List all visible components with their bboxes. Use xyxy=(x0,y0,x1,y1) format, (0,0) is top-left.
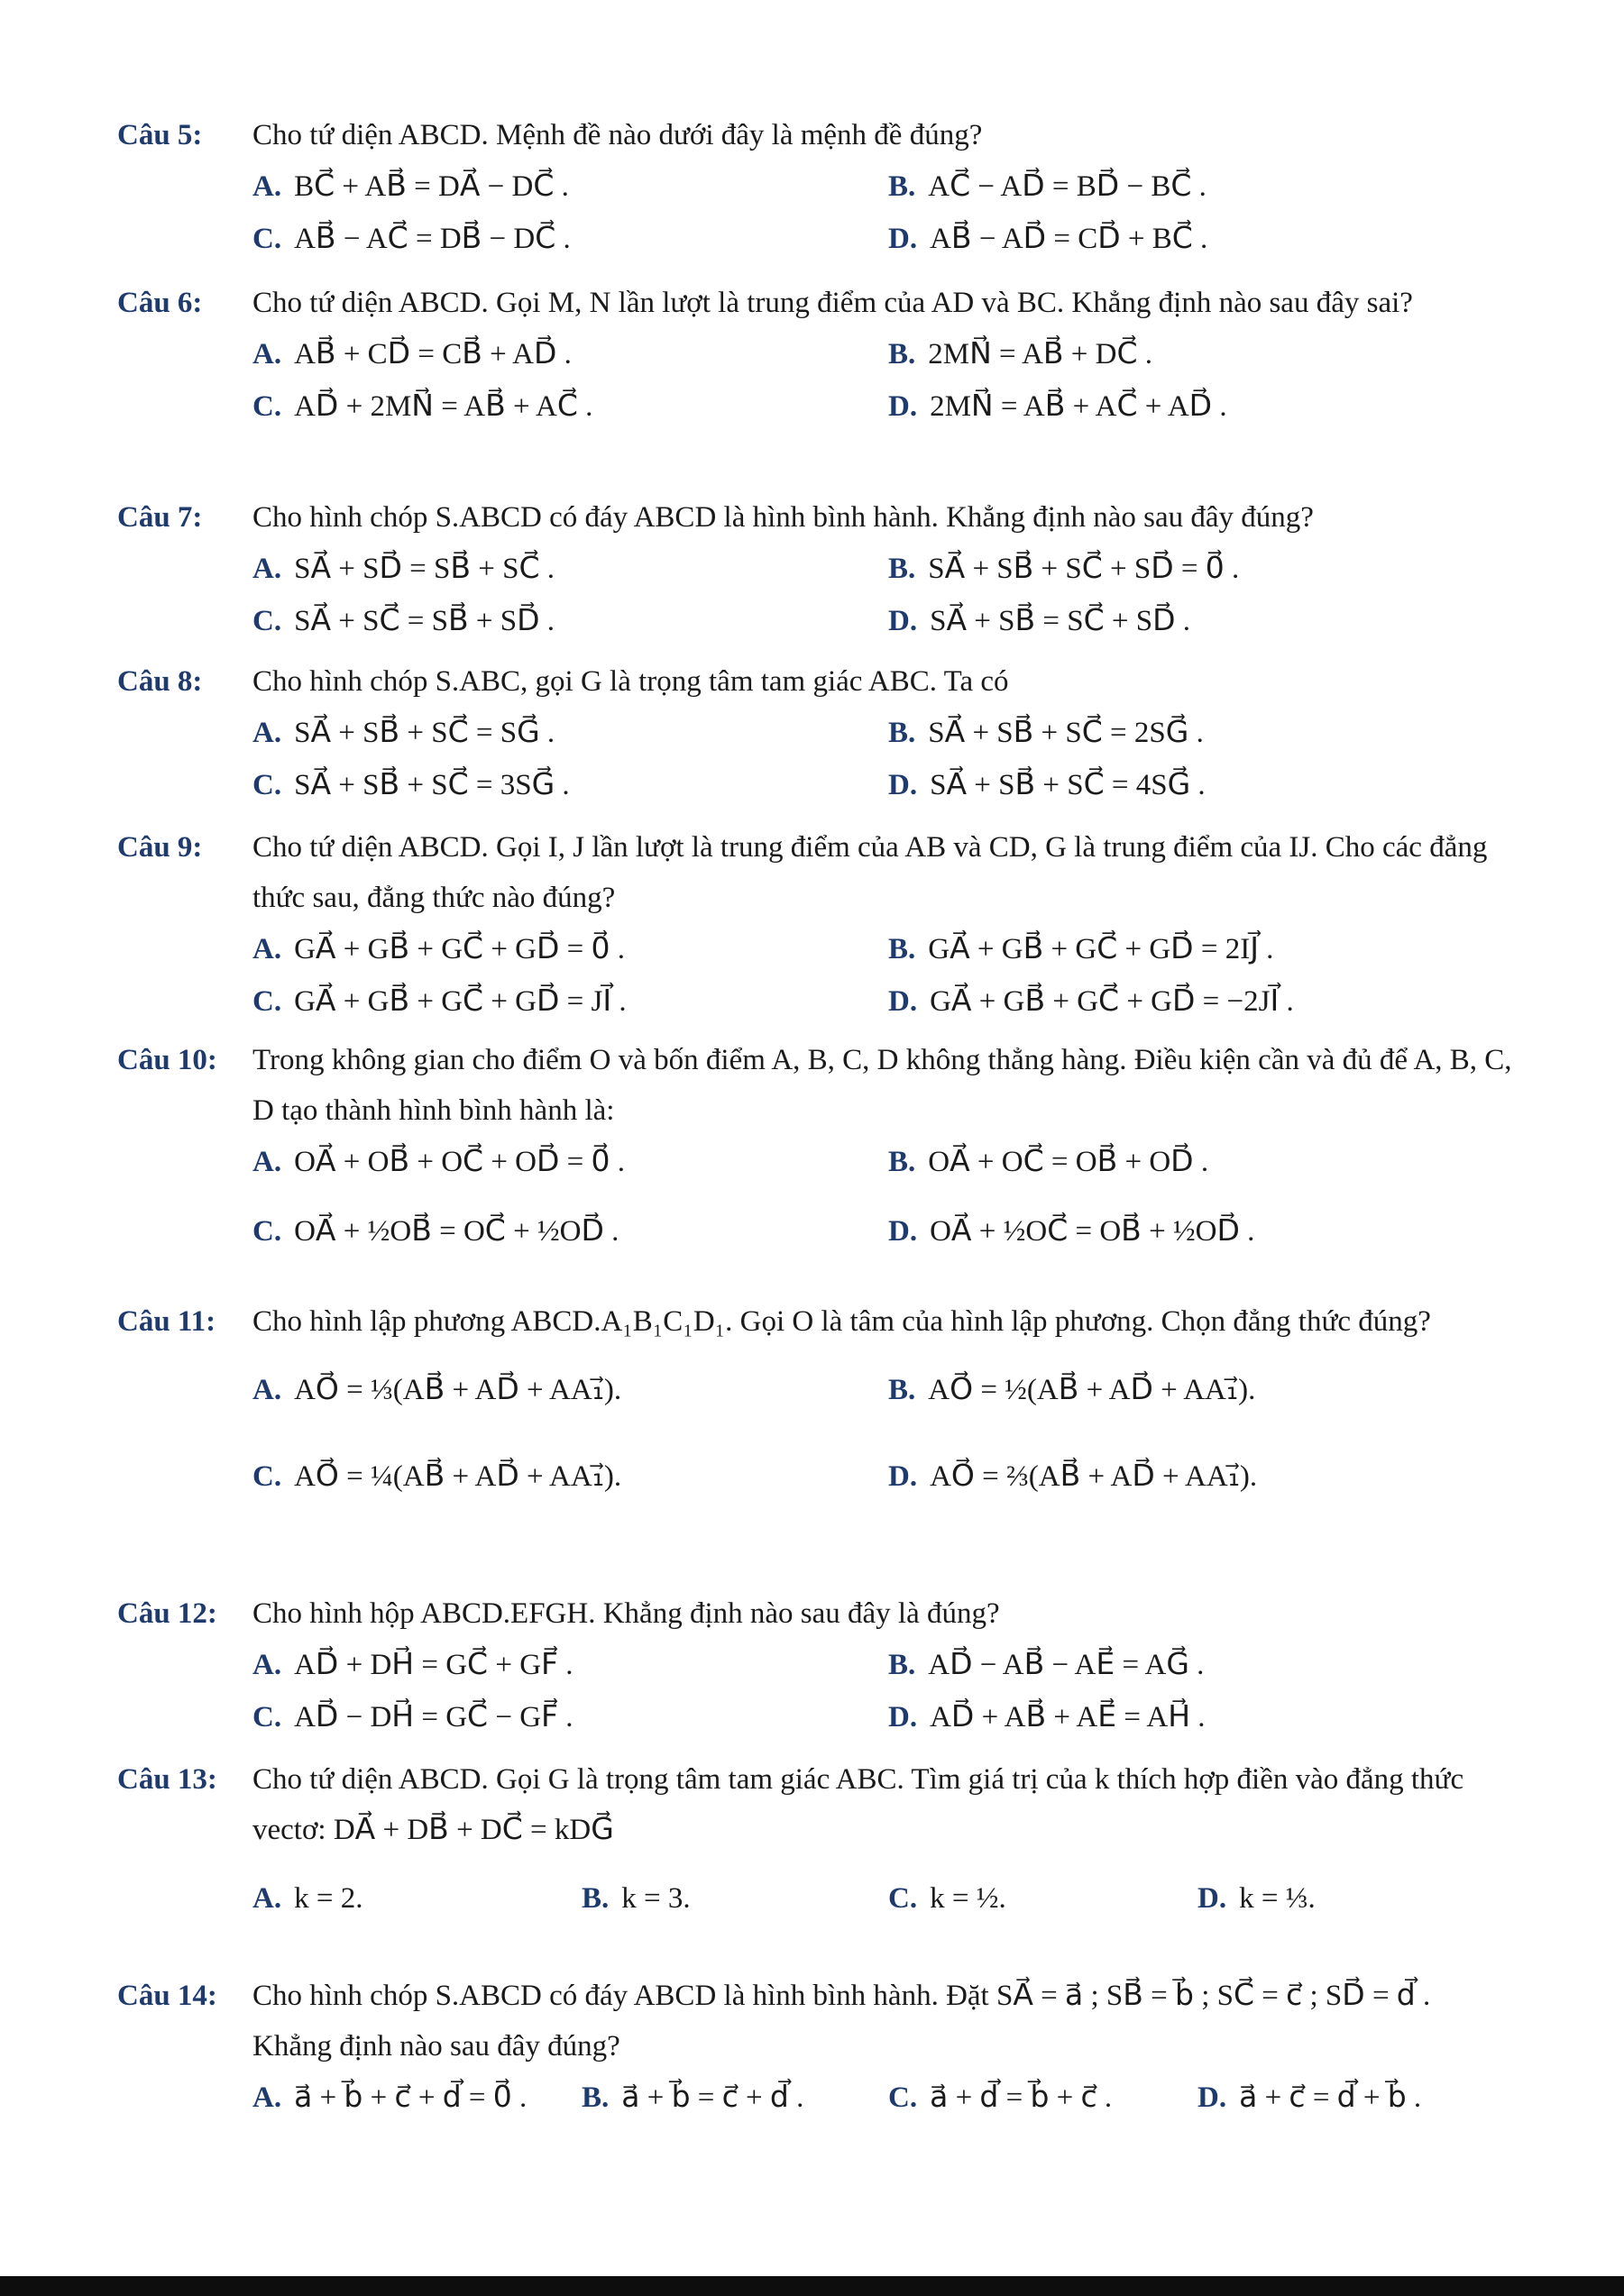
option-letter: D. xyxy=(888,1701,918,1733)
option-d[interactable] xyxy=(888,1433,1257,1520)
option-a[interactable] xyxy=(252,1136,625,1188)
option-letter: D. xyxy=(888,985,918,1018)
option-letter: D. xyxy=(1197,2081,1227,2114)
option-letter: A. xyxy=(252,933,282,965)
option-text: AD⃗ − DH⃗ = GC⃗ − GF⃗ . xyxy=(294,1701,573,1733)
option-letter: B. xyxy=(888,1649,916,1681)
option-text: AD⃗ − AB⃗ − AE⃗ = AG⃗ . xyxy=(928,1649,1205,1681)
option-letter: A. xyxy=(252,717,282,749)
page-bottom-bar xyxy=(0,2276,1624,2296)
option-text: k = 3. xyxy=(621,1882,691,1915)
option-text: k = 2. xyxy=(294,1882,363,1915)
question-label: Câu 8: xyxy=(117,665,203,698)
option-b[interactable] xyxy=(888,328,1152,380)
option-text: a⃗ + c⃗ = d⃗ + b⃗ . xyxy=(1239,2081,1422,2114)
question-text: Cho hình chóp S.ABCD có đáy ABCD là hình bình hành. Khẳng định nào sau đây đúng? xyxy=(252,501,1314,534)
option-letter: A. xyxy=(252,1649,282,1681)
question-label: Câu 11: xyxy=(117,1305,216,1338)
option-letter: A. xyxy=(252,2081,282,2114)
question-text: Cho tứ diện ABCD. Mệnh đề nào dưới đây là mệnh đề đúng? xyxy=(252,119,983,151)
option-letter: A. xyxy=(252,1374,282,1406)
option-c[interactable] xyxy=(252,595,555,647)
option-text: AC⃗ − AD⃗ = BD⃗ − BC⃗ . xyxy=(928,170,1207,203)
question-9 xyxy=(117,822,1515,1028)
option-letter: D. xyxy=(1197,1882,1227,1915)
option-b[interactable] xyxy=(888,1347,1255,1433)
option-text: AD⃗ + DH⃗ = GC⃗ + GF⃗ . xyxy=(294,1649,573,1681)
option-letter: B. xyxy=(888,338,916,370)
question-6 xyxy=(117,278,1515,433)
option-text: k = ⅓. xyxy=(1239,1882,1316,1915)
option-a[interactable] xyxy=(252,1347,621,1433)
option-text: AB⃗ − AC⃗ = DB⃗ − DC⃗ . xyxy=(294,223,571,255)
option-letter: B. xyxy=(888,1146,916,1178)
option-letter: D. xyxy=(888,390,918,423)
option-text: GA⃗ + GB⃗ + GC⃗ + GD⃗ = 0⃗ . xyxy=(294,933,626,965)
question-12 xyxy=(117,1588,1515,1743)
option-a[interactable] xyxy=(252,1855,362,1942)
option-text: 2MN⃗ = AB⃗ + AC⃗ + AD⃗ . xyxy=(930,390,1227,423)
option-letter: D. xyxy=(888,605,918,637)
option-text: AB⃗ − AD⃗ = CD⃗ + BC⃗ . xyxy=(930,223,1208,255)
option-d[interactable] xyxy=(888,595,1190,647)
option-text: BC⃗ + AB⃗ = DA⃗ − DC⃗ . xyxy=(294,170,569,203)
option-c[interactable] xyxy=(252,1433,621,1520)
option-text: a⃗ + b⃗ + c⃗ + d⃗ = 0⃗ . xyxy=(294,2081,528,2114)
question-label: Câu 6: xyxy=(117,287,203,319)
option-text: OA⃗ + ½OB⃗ = OC⃗ + ½OD⃗ . xyxy=(294,1215,619,1248)
option-text: SA⃗ + SC⃗ = SB⃗ + SD⃗ . xyxy=(294,605,555,637)
option-letter: B. xyxy=(888,170,916,203)
option-letter: C. xyxy=(252,769,282,801)
option-text: k = ½. xyxy=(930,1882,1006,1915)
question-text: Cho hình hộp ABCD.EFGH. Khẳng định nào sau đây là đúng? xyxy=(252,1597,1000,1630)
option-letter: C. xyxy=(252,1701,282,1733)
option-a[interactable] xyxy=(252,923,625,975)
option-c[interactable] xyxy=(888,2072,1112,2124)
option-text: GA⃗ + GB⃗ + GC⃗ + GD⃗ = 2IJ⃗ . xyxy=(928,933,1274,965)
question-text: Cho tứ diện ABCD. Gọi M, N lần lượt là trung điểm của AD và BC. Khẳng định nào sau đây sai? xyxy=(252,287,1413,319)
option-c[interactable] xyxy=(252,1188,619,1275)
question-8 xyxy=(117,656,1515,811)
option-c[interactable] xyxy=(252,759,570,811)
question-14 xyxy=(117,1971,1515,2124)
question-13 xyxy=(117,1754,1515,1942)
option-d[interactable] xyxy=(1197,1855,1316,1942)
option-letter: C. xyxy=(252,1460,282,1493)
option-a[interactable] xyxy=(252,160,569,213)
question-10 xyxy=(117,1035,1515,1275)
option-letter: C. xyxy=(252,605,282,637)
option-text: SA⃗ + SB⃗ = SC⃗ + SD⃗ . xyxy=(930,605,1191,637)
option-letter: B. xyxy=(888,933,916,965)
option-d[interactable] xyxy=(888,759,1206,811)
option-letter: B. xyxy=(582,1882,610,1915)
option-letter: C. xyxy=(252,223,282,255)
option-text: OA⃗ + OC⃗ = OB⃗ + OD⃗ . xyxy=(928,1146,1209,1178)
question-label: Câu 5: xyxy=(117,119,203,151)
option-letter: D. xyxy=(888,769,918,801)
question-text: Trong không gian cho điểm O và bốn điểm A, B, C, D không thẳng hàng. Điều kiện cần và đủ để A, B, C, D tạo thành hình bình hành là: xyxy=(252,1044,1512,1127)
option-letter: D. xyxy=(888,1215,918,1248)
question-text: Cho tứ diện ABCD. Gọi I, J lần lượt là trung điểm của AB và CD, G là trung điểm của IJ. Cho các đẳng thức sau, đẳng thức nào đúng? xyxy=(252,831,1488,914)
question-label: Câu 12: xyxy=(117,1597,217,1630)
option-text: OA⃗ + ½OC⃗ = OB⃗ + ½OD⃗ . xyxy=(930,1215,1255,1248)
option-a[interactable] xyxy=(252,543,555,595)
option-text: SA⃗ + SB⃗ + SC⃗ = 2SG⃗ . xyxy=(928,717,1204,749)
question-text: Cho tứ diện ABCD. Gọi G là trọng tâm tam giác ABC. Tìm giá trị của k thích hợp điền vào đẳng thức vectơ: DA⃗ + DB⃗ + DC⃗ = kDG⃗ xyxy=(252,1763,1464,1846)
option-d[interactable] xyxy=(888,380,1227,433)
option-c[interactable] xyxy=(252,975,627,1028)
question-text: Cho hình lập phương ABCD.A₁B₁C₁D₁. Gọi O là tâm của hình lập phương. Chọn đẳng thức đúng? xyxy=(252,1305,1431,1338)
option-b[interactable] xyxy=(888,1639,1204,1691)
option-a[interactable] xyxy=(252,1639,573,1691)
option-text: SA⃗ + SB⃗ + SC⃗ = 4SG⃗ . xyxy=(930,769,1206,801)
option-letter: C. xyxy=(252,1215,282,1248)
option-c[interactable] xyxy=(252,1691,573,1743)
option-a[interactable] xyxy=(252,328,572,380)
question-5 xyxy=(117,110,1515,265)
option-b[interactable] xyxy=(582,1855,691,1942)
question-11 xyxy=(117,1296,1515,1520)
option-letter: A. xyxy=(252,338,282,370)
option-text: AD⃗ + 2MN⃗ = AB⃗ + AC⃗ . xyxy=(294,390,593,423)
option-letter: A. xyxy=(252,553,282,585)
option-letter: B. xyxy=(888,717,916,749)
option-d[interactable] xyxy=(888,1691,1206,1743)
option-a[interactable] xyxy=(252,707,555,759)
option-b[interactable] xyxy=(582,2072,803,2124)
option-a[interactable] xyxy=(252,2072,527,2124)
option-text: AD⃗ + AB⃗ + AE⃗ = AH⃗ . xyxy=(930,1701,1206,1733)
question-text: Cho hình chóp S.ABCD có đáy ABCD là hình bình hành. Đặt SA⃗ = a⃗ ; SB⃗ = b⃗ ; SC⃗ = c⃗ ; SD⃗ = d⃗ . Khẳng định nào sau đây đúng? xyxy=(252,1980,1431,2063)
option-text: 2MN⃗ = AB⃗ + DC⃗ . xyxy=(928,338,1153,370)
option-text: SA⃗ + SB⃗ + SC⃗ = SG⃗ . xyxy=(294,717,555,749)
option-text: a⃗ + b⃗ = c⃗ + d⃗ . xyxy=(621,2081,804,2114)
option-text: SA⃗ + SB⃗ + SC⃗ = 3SG⃗ . xyxy=(294,769,570,801)
option-d[interactable] xyxy=(888,213,1207,265)
option-c[interactable] xyxy=(252,213,571,265)
option-letter: D. xyxy=(888,1460,918,1493)
option-letter: D. xyxy=(888,223,918,255)
option-b[interactable] xyxy=(888,543,1239,595)
option-letter: B. xyxy=(888,553,916,585)
option-d[interactable] xyxy=(888,1188,1254,1275)
question-label: Câu 10: xyxy=(117,1044,217,1076)
question-label: Câu 14: xyxy=(117,1980,217,2012)
option-b[interactable] xyxy=(888,1136,1208,1188)
option-b[interactable] xyxy=(888,923,1273,975)
option-text: GA⃗ + GB⃗ + GC⃗ + GD⃗ = JI⃗ . xyxy=(294,985,627,1018)
option-text: AO⃗ = ½(AB⃗ + AD⃗ + AA₁⃗). xyxy=(928,1374,1256,1406)
option-letter: C. xyxy=(888,1882,918,1915)
option-c[interactable] xyxy=(888,1855,1006,1942)
option-text: SA⃗ + SB⃗ + SC⃗ + SD⃗ = 0⃗ . xyxy=(928,553,1240,585)
question-text: Cho hình chóp S.ABC, gọi G là trọng tâm tam giác ABC. Ta có xyxy=(252,665,1009,698)
option-letter: A. xyxy=(252,170,282,203)
option-letter: C. xyxy=(888,2081,918,2114)
option-d[interactable] xyxy=(1197,2072,1421,2124)
option-b[interactable] xyxy=(888,707,1204,759)
option-letter: C. xyxy=(252,985,282,1018)
option-c[interactable] xyxy=(252,380,592,433)
option-letter: B. xyxy=(888,1374,916,1406)
option-letter: C. xyxy=(252,390,282,423)
question-label: Câu 7: xyxy=(117,501,203,534)
question-7 xyxy=(117,492,1515,647)
option-letter: A. xyxy=(252,1146,282,1178)
option-text: GA⃗ + GB⃗ + GC⃗ + GD⃗ = −2JI⃗ . xyxy=(930,985,1294,1018)
option-text: OA⃗ + OB⃗ + OC⃗ + OD⃗ = 0⃗ . xyxy=(294,1146,626,1178)
option-letter: A. xyxy=(252,1882,282,1915)
option-b[interactable] xyxy=(888,160,1207,213)
option-text: SA⃗ + SD⃗ = SB⃗ + SC⃗ . xyxy=(294,553,555,585)
option-text: AO⃗ = ⅔(AB⃗ + AD⃗ + AA₁⃗). xyxy=(930,1460,1258,1493)
question-label: Câu 9: xyxy=(117,831,203,864)
option-text: AO⃗ = ⅓(AB⃗ + AD⃗ + AA₁⃗). xyxy=(294,1374,622,1406)
option-d[interactable] xyxy=(888,975,1294,1028)
option-text: AO⃗ = ¼(AB⃗ + AD⃗ + AA₁⃗). xyxy=(294,1460,622,1493)
option-text: AB⃗ + CD⃗ = CB⃗ + AD⃗ . xyxy=(294,338,572,370)
option-letter: B. xyxy=(582,2081,610,2114)
question-label: Câu 13: xyxy=(117,1763,217,1796)
option-text: a⃗ + d⃗ = b⃗ + c⃗ . xyxy=(930,2081,1113,2114)
